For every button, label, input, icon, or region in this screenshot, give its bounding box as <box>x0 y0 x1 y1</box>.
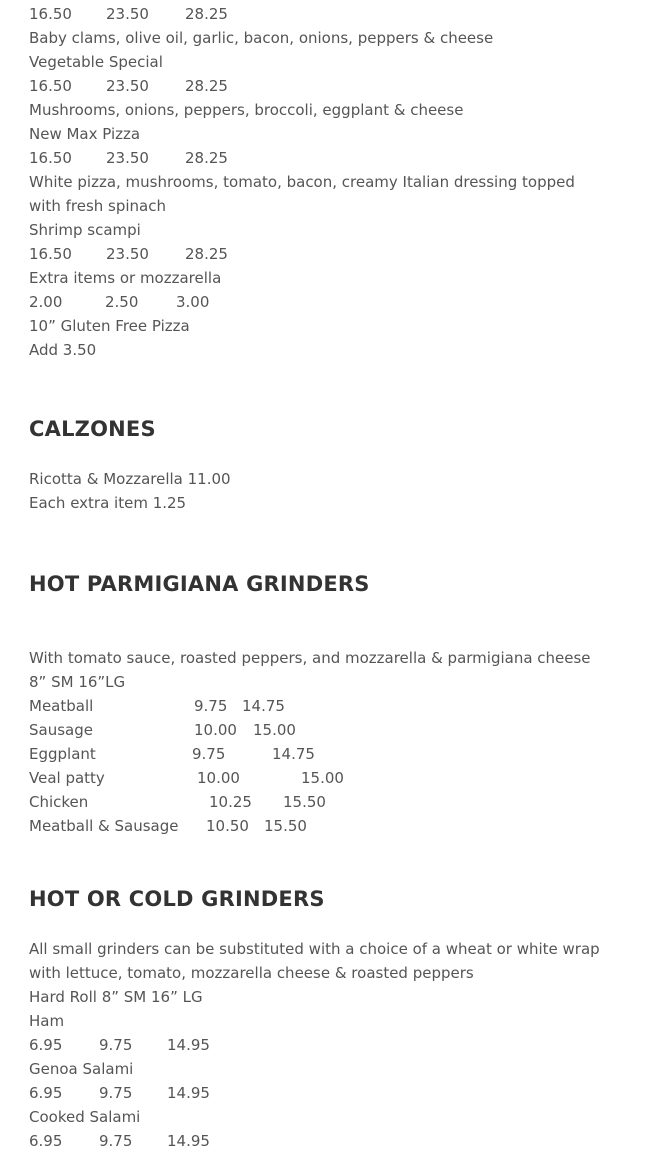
item-name: Extra items or mozzarella <box>29 269 222 287</box>
grinder-row <box>29 718 629 742</box>
price-row: 6.95 9.75 14.95 <box>29 1084 210 1102</box>
grinder-row <box>29 790 629 814</box>
grinder-row <box>29 694 629 718</box>
price-row: 6.95 9.75 14.95 <box>29 1132 210 1150</box>
price-row: 16.50 23.50 28.25 <box>29 77 228 95</box>
small-price: 10.50 <box>206 817 249 835</box>
hot-cold-section <box>29 885 629 1153</box>
item-name: Vegetable Special <box>29 53 163 71</box>
section-heading: CALZONES <box>29 417 156 441</box>
small-price: 9.75 <box>192 745 226 763</box>
grinder-name: Veal patty <box>29 769 105 787</box>
grinder-list <box>29 694 629 838</box>
menu-page <box>29 2 629 1153</box>
price-row: 16.50 23.50 28.25 <box>29 5 228 23</box>
item-description: Baby clams, olive oil, garlic, bacon, onions, peppers & cheese <box>29 29 494 47</box>
item-name: Genoa Salami <box>29 1060 134 1078</box>
grinder-row <box>29 814 629 838</box>
price-row: 2.00 2.50 3.00 <box>29 293 210 311</box>
grinder-name: Eggplant <box>29 745 96 763</box>
item-name: Ham <box>29 1012 65 1030</box>
large-price: 15.50 <box>264 817 307 835</box>
small-price: 9.75 <box>194 697 228 715</box>
small-price: 10.00 <box>194 721 237 739</box>
small-price: 10.25 <box>209 793 252 811</box>
section-intro: All small grinders can be substituted with a choice of a wheat or white wrap with lettuce, tomato, mozzarella cheese & roasted peppers <box>29 940 600 982</box>
grinder-name: Chicken <box>29 793 89 811</box>
menu-line: Each extra item 1.25 <box>29 494 187 512</box>
large-price: 15.00 <box>253 721 296 739</box>
item-name: Cooked Salami <box>29 1108 141 1126</box>
grinder-list <box>29 1009 629 1153</box>
size-header: Hard Roll 8” SM 16” LG <box>29 988 203 1006</box>
grinder-name: Sausage <box>29 721 93 739</box>
large-price: 15.00 <box>301 769 344 787</box>
calzones-section <box>29 415 629 515</box>
price-row: 6.95 9.75 14.95 <box>29 1036 210 1054</box>
hot-parm-section <box>29 570 629 838</box>
price-row: 16.50 23.50 28.25 <box>29 149 228 167</box>
pizza-section <box>29 2 629 362</box>
size-header: 8” SM 16”LG <box>29 673 126 691</box>
item-description: Add 3.50 <box>29 341 97 359</box>
section-heading: HOT PARMIGIANA GRINDERS <box>29 572 370 596</box>
item-description: Mushrooms, onions, peppers, broccoli, eggplant & cheese <box>29 101 464 119</box>
item-name: Shrimp scampi <box>29 221 141 239</box>
large-price: 15.50 <box>283 793 326 811</box>
price-row: 16.50 23.50 28.25 <box>29 245 228 263</box>
item-description: White pizza, mushrooms, tomato, bacon, creamy Italian dressing topped with fresh spinach <box>29 173 575 215</box>
item-name: New Max Pizza <box>29 125 141 143</box>
grinder-row <box>29 742 629 766</box>
large-price: 14.75 <box>242 697 285 715</box>
grinder-name: Meatball <box>29 697 94 715</box>
grinder-name: Meatball & Sausage <box>29 817 179 835</box>
section-intro: With tomato sauce, roasted peppers, and mozzarella & parmigiana cheese <box>29 649 591 667</box>
small-price: 10.00 <box>197 769 240 787</box>
menu-line: Ricotta & Mozzarella 11.00 <box>29 470 231 488</box>
section-heading: HOT OR COLD GRINDERS <box>29 887 325 911</box>
item-name: 10” Gluten Free Pizza <box>29 317 190 335</box>
grinder-row <box>29 766 629 790</box>
large-price: 14.75 <box>272 745 315 763</box>
